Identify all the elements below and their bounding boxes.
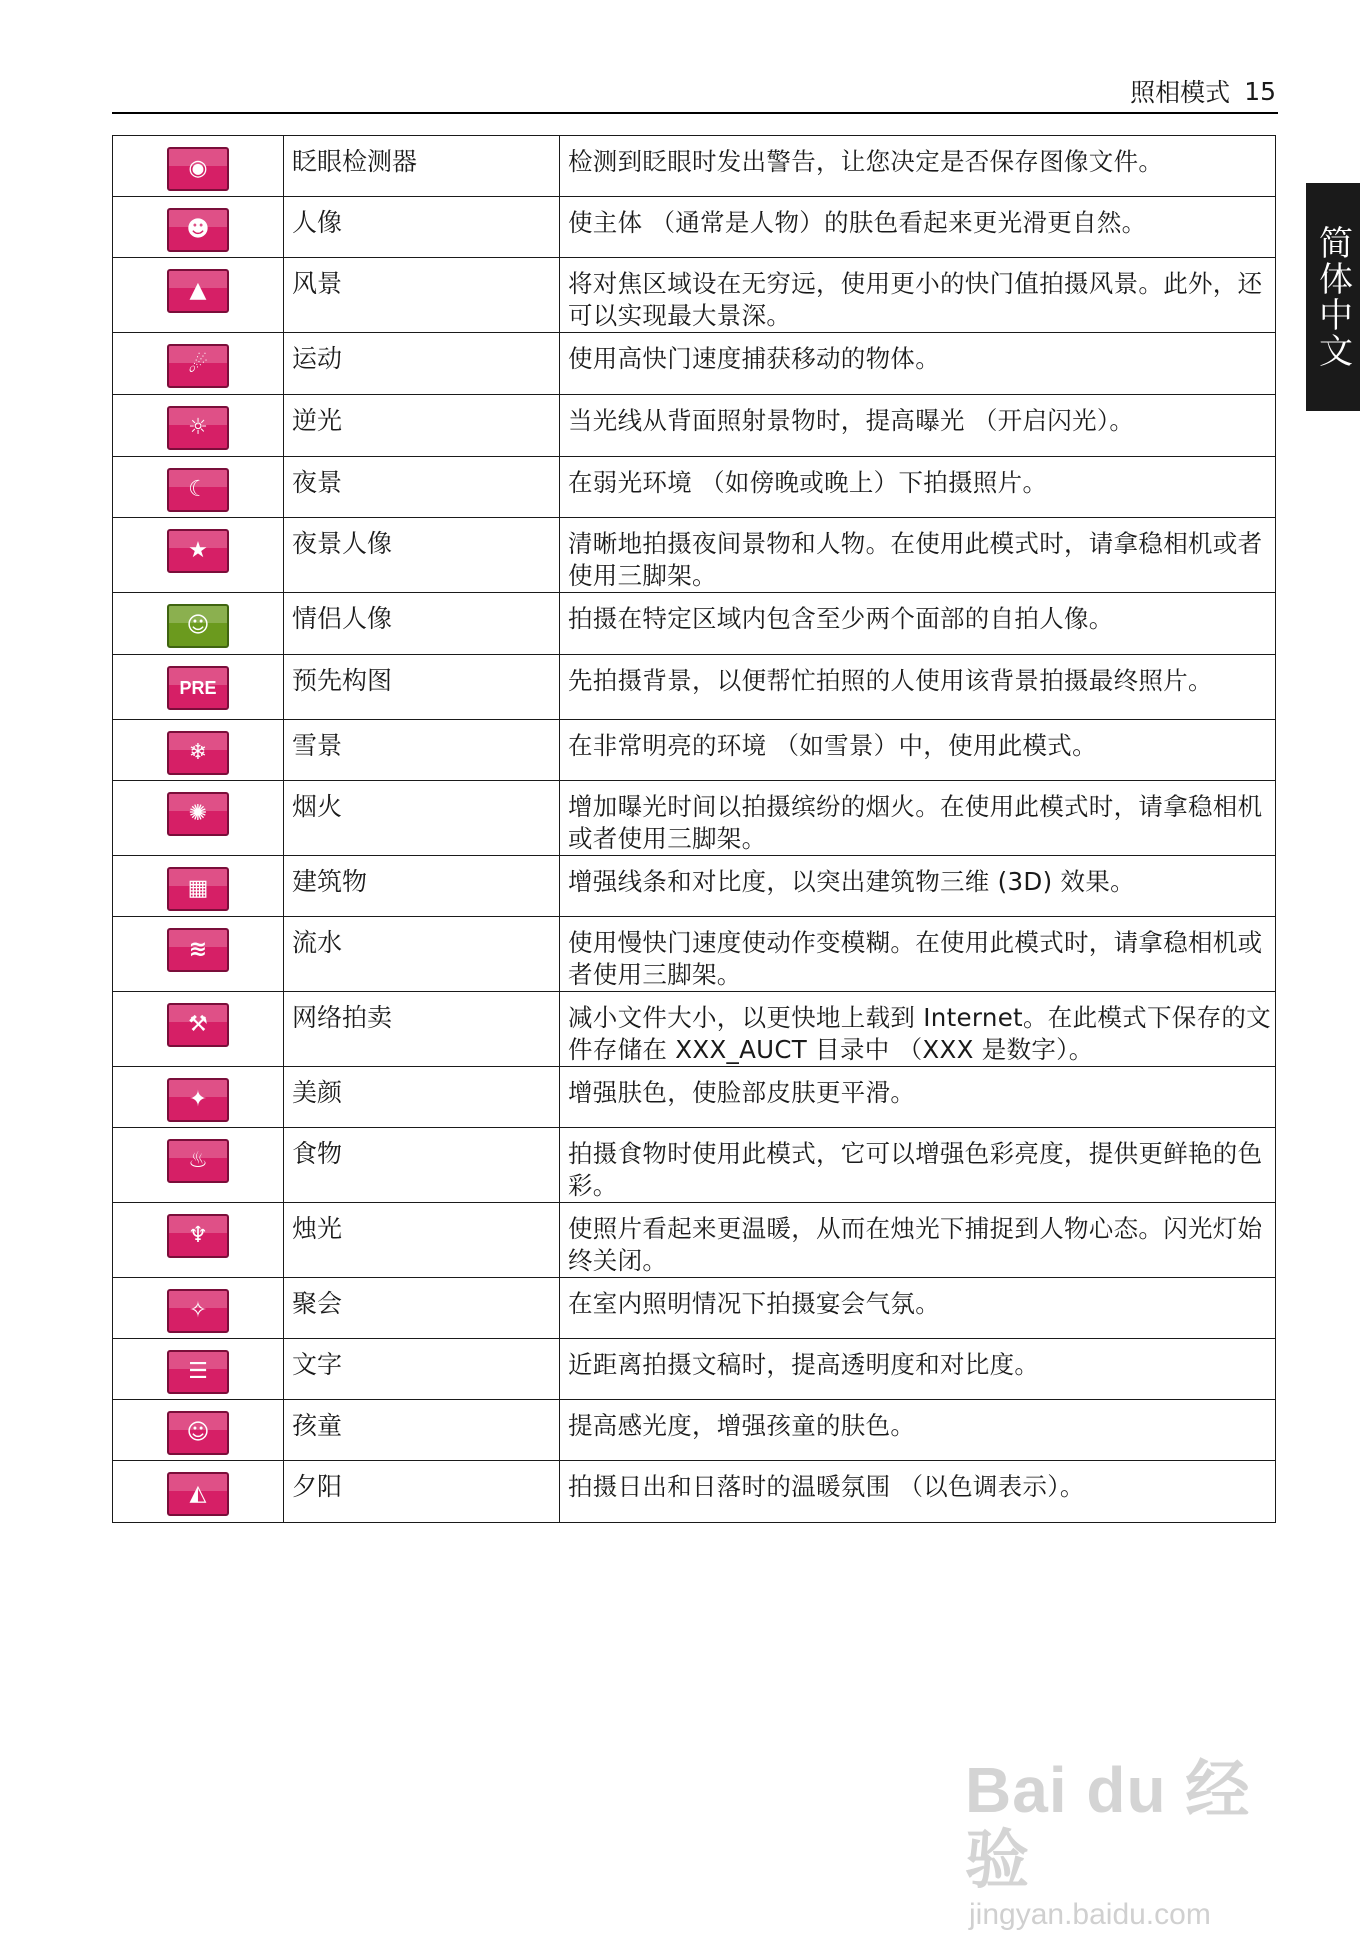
mode-description: 在非常明亮的环境 （如雪景）中，使用此模式。	[568, 731, 1097, 760]
mode-name: 文字	[292, 1350, 343, 1379]
watermark-url: jingyan.baidu.com	[969, 1898, 1211, 1931]
mode-name: 流水	[292, 928, 343, 957]
blink-detect-icon: ◉	[167, 147, 229, 191]
mode-icon-cell	[113, 395, 284, 457]
mode-name: 建筑物	[292, 867, 368, 896]
table-row	[113, 1400, 1276, 1461]
mode-description-cell	[560, 1400, 1276, 1461]
mode-name-cell	[284, 197, 560, 258]
mode-name: 孩童	[292, 1411, 343, 1440]
mode-description: 检测到眨眼时发出警告，让您决定是否保存图像文件。	[568, 147, 1164, 176]
backlight-icon: ☼	[167, 406, 229, 450]
mode-description-cell	[560, 856, 1276, 917]
mode-description: 使用高快门速度捕获移动的物体。	[568, 344, 940, 373]
mode-icon-cell	[113, 917, 284, 992]
sport-icon: ☄	[167, 344, 229, 388]
table-row	[113, 781, 1276, 856]
mode-name: 雪景	[292, 731, 343, 760]
table-row	[113, 333, 1276, 395]
party-icon: ✧	[167, 1289, 229, 1333]
candlelight-icon: ♆	[167, 1214, 229, 1258]
page-number: 15	[1244, 76, 1276, 106]
table-row	[113, 197, 1276, 258]
page-header	[112, 70, 1278, 114]
beauty-icon: ✦	[167, 1078, 229, 1122]
mode-name-cell	[284, 1067, 560, 1128]
mode-name: 聚会	[292, 1289, 343, 1318]
portrait-icon: ☻	[167, 208, 229, 252]
mode-icon-cell	[113, 518, 284, 593]
mode-description-cell	[560, 1461, 1276, 1523]
mode-icon-cell	[113, 1128, 284, 1203]
table-row	[113, 1203, 1276, 1278]
mode-icon-cell	[113, 1278, 284, 1339]
pre-composition-icon: PRE	[167, 666, 229, 710]
table-row	[113, 593, 1276, 655]
mode-description: 将对焦区域设在无穷远，使用更小的快门值拍摄风景。此外，还可以实现最大景深。	[568, 269, 1263, 330]
mode-name-cell	[284, 258, 560, 333]
mode-name-cell	[284, 720, 560, 781]
mode-name: 夜景人像	[292, 529, 393, 558]
mode-icon-cell	[113, 720, 284, 781]
mode-description-cell	[560, 1128, 1276, 1203]
scene-mode-table	[112, 135, 1276, 1523]
mode-icon-cell	[113, 1067, 284, 1128]
mode-description: 减小文件大小，以更快地上载到 Internet。在此模式下保存的文件存储在 XXX_AUCT 目录中 （XXX 是数字）。	[568, 1003, 1271, 1064]
mode-icon-cell	[113, 1339, 284, 1400]
mode-description-cell	[560, 136, 1276, 197]
mode-description: 在弱光环境 （如傍晚或晚上）下拍摄照片。	[568, 468, 1048, 497]
table-row	[113, 992, 1276, 1067]
mode-name: 夜景	[292, 468, 343, 497]
mode-description: 使照片看起来更温暖，从而在烛光下捕捉到人物心态。闪光灯始终关闭。	[568, 1214, 1263, 1275]
section-title: 照相模式	[1130, 78, 1231, 107]
mode-description-cell	[560, 781, 1276, 856]
mode-name: 网络拍卖	[292, 1003, 393, 1032]
mode-description: 清晰地拍摄夜间景物和人物。在使用此模式时，请拿稳相机或者使用三脚架。	[568, 529, 1263, 590]
building-icon: ▦	[167, 867, 229, 911]
mode-description: 增加曝光时间以拍摄缤纷的烟火。在使用此模式时，请拿稳相机或者使用三脚架。	[568, 792, 1263, 853]
mode-name-cell	[284, 781, 560, 856]
mode-description-cell	[560, 518, 1276, 593]
mode-description-cell	[560, 395, 1276, 457]
mode-description: 增强肤色，使脸部皮肤更平滑。	[568, 1078, 916, 1107]
mode-name: 食物	[292, 1139, 343, 1168]
mode-description-cell	[560, 1278, 1276, 1339]
mode-description-cell	[560, 917, 1276, 992]
mode-name-cell	[284, 1128, 560, 1203]
mode-icon-cell	[113, 992, 284, 1067]
night-portrait-icon: ★	[167, 529, 229, 573]
mode-name: 预先构图	[292, 666, 393, 695]
mode-name-cell	[284, 1203, 560, 1278]
mode-icon-cell	[113, 258, 284, 333]
mode-icon-cell	[113, 1203, 284, 1278]
mode-description: 近距离拍摄文稿时，提高透明度和对比度。	[568, 1350, 1040, 1379]
mode-name-cell	[284, 1278, 560, 1339]
table-row	[113, 457, 1276, 518]
landscape-icon: ▲	[167, 269, 229, 313]
mode-name-cell	[284, 1339, 560, 1400]
watermark-logo: Bai du 经验	[965, 1754, 1251, 1896]
mode-icon-cell	[113, 593, 284, 655]
couple-portrait-icon: ☺	[167, 604, 229, 648]
table-row	[113, 1339, 1276, 1400]
mode-description: 先拍摄背景，以便帮忙拍照的人使用该背景拍摄最终照片。	[568, 666, 1213, 695]
text-icon: ☰	[167, 1350, 229, 1394]
mode-description: 当光线从背面照射景物时，提高曝光 （开启闪光）。	[568, 406, 1135, 435]
mode-name: 逆光	[292, 406, 343, 435]
mode-icon-cell	[113, 856, 284, 917]
mode-description-cell	[560, 1067, 1276, 1128]
mode-name-cell	[284, 518, 560, 593]
mode-name: 眨眼检测器	[292, 147, 418, 176]
mode-description: 使主体 （通常是人物）的肤色看起来更光滑更自然。	[568, 208, 1147, 237]
mode-name-cell	[284, 1461, 560, 1523]
language-tab	[1306, 183, 1360, 411]
table-row	[113, 917, 1276, 992]
table-row	[113, 136, 1276, 197]
table-row	[113, 1067, 1276, 1128]
baidu-watermark	[965, 1754, 1295, 1931]
mode-description-cell	[560, 333, 1276, 395]
mode-description: 使用慢快门速度使动作变模糊。在使用此模式时，请拿稳相机或者使用三脚架。	[568, 928, 1263, 989]
mode-description: 拍摄在特定区域内包含至少两个面部的自拍人像。	[568, 604, 1114, 633]
mode-description-cell	[560, 457, 1276, 518]
mode-name-cell	[284, 856, 560, 917]
mode-name: 运动	[292, 344, 343, 373]
mode-name-cell	[284, 593, 560, 655]
mode-name-cell	[284, 655, 560, 720]
snow-icon: ❄	[167, 731, 229, 775]
food-icon: ♨	[167, 1139, 229, 1183]
table-row	[113, 258, 1276, 333]
mode-icon-cell	[113, 197, 284, 258]
table-row	[113, 655, 1276, 720]
auction-icon: ⚒	[167, 1003, 229, 1047]
mode-name-cell	[284, 136, 560, 197]
table-row	[113, 518, 1276, 593]
mode-icon-cell	[113, 655, 284, 720]
table-row	[113, 720, 1276, 781]
table-row	[113, 1128, 1276, 1203]
mode-name: 人像	[292, 208, 343, 237]
mode-icon-cell	[113, 781, 284, 856]
table-row	[113, 1278, 1276, 1339]
mode-description-cell	[560, 1203, 1276, 1278]
mode-description: 提高感光度，增强孩童的肤色。	[568, 1411, 916, 1440]
mode-description: 拍摄日出和日落时的温暖氛围 （以色调表示）。	[568, 1472, 1085, 1501]
mode-name-cell	[284, 1400, 560, 1461]
waterfall-icon: ≋	[167, 928, 229, 972]
mode-name-cell	[284, 992, 560, 1067]
sunset-icon: ◭	[167, 1472, 229, 1516]
mode-name: 风景	[292, 269, 343, 298]
mode-description: 拍摄食物时使用此模式，它可以增强色彩亮度，提供更鲜艳的色彩。	[568, 1139, 1263, 1200]
mode-description-cell	[560, 1339, 1276, 1400]
mode-name: 夕阳	[292, 1472, 343, 1501]
mode-description: 在室内照明情况下拍摄宴会气氛。	[568, 1289, 940, 1318]
fireworks-icon: ✺	[167, 792, 229, 836]
mode-name-cell	[284, 457, 560, 518]
table-row	[113, 1461, 1276, 1523]
language-tab-label: 简体中文	[1312, 225, 1353, 369]
mode-name-cell	[284, 333, 560, 395]
mode-name-cell	[284, 395, 560, 457]
mode-name: 烛光	[292, 1214, 343, 1243]
mode-icon-cell	[113, 136, 284, 197]
mode-description: 增强线条和对比度，以突出建筑物三维 (3D) 效果。	[568, 867, 1135, 896]
mode-description-cell	[560, 258, 1276, 333]
mode-name: 美颜	[292, 1078, 343, 1107]
mode-icon-cell	[113, 1400, 284, 1461]
mode-name: 情侣人像	[292, 604, 393, 633]
mode-description-cell	[560, 720, 1276, 781]
table-row	[113, 395, 1276, 457]
children-icon: ☺	[167, 1411, 229, 1455]
table-row	[113, 856, 1276, 917]
mode-name-cell	[284, 917, 560, 992]
mode-description-cell	[560, 992, 1276, 1067]
mode-icon-cell	[113, 333, 284, 395]
mode-description-cell	[560, 197, 1276, 258]
mode-icon-cell	[113, 457, 284, 518]
mode-description-cell	[560, 655, 1276, 720]
mode-name: 烟火	[292, 792, 343, 821]
night-scene-icon: ☾	[167, 468, 229, 512]
mode-icon-cell	[113, 1461, 284, 1523]
mode-description-cell	[560, 593, 1276, 655]
